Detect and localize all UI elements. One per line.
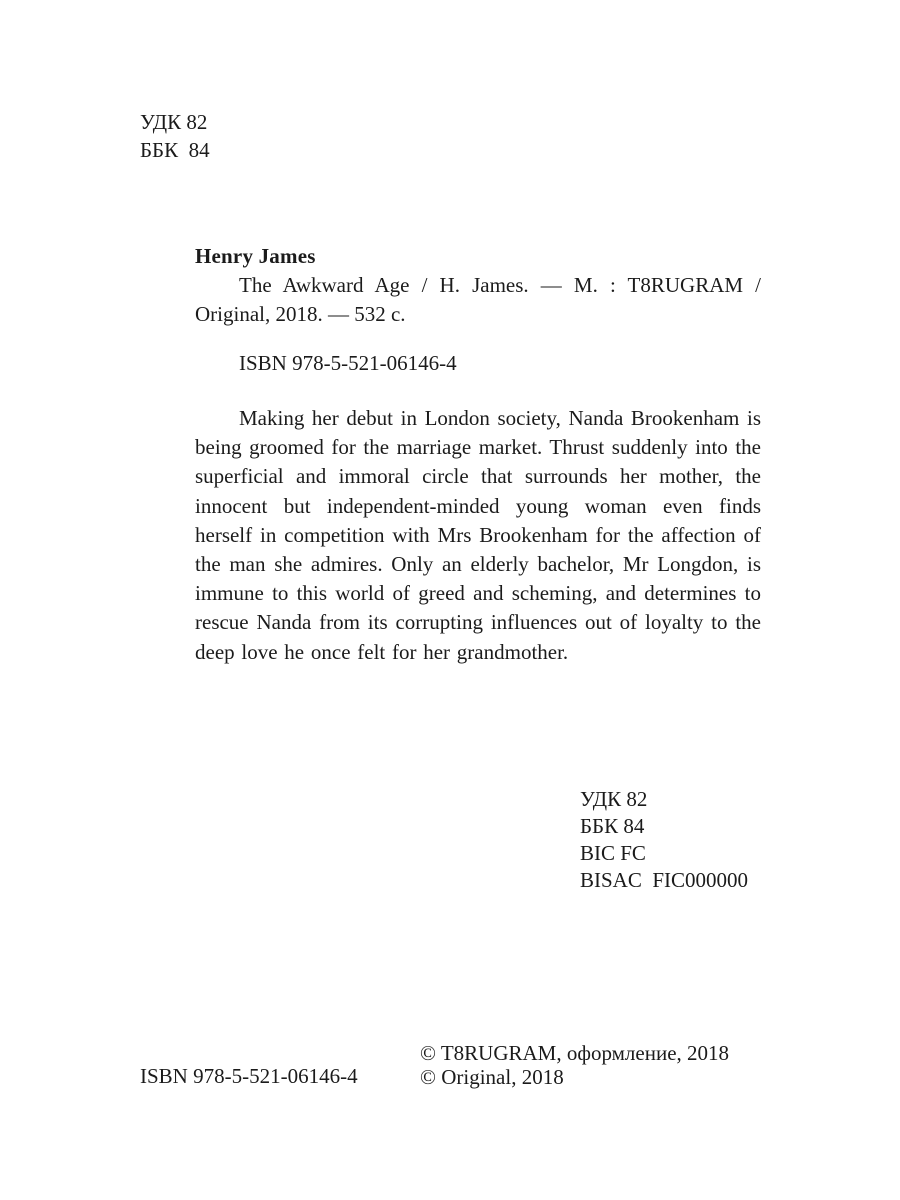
isbn-number: ISBN 978-5-521-06146-4: [239, 351, 457, 375]
udk-code-top: УДК 82: [140, 110, 208, 134]
classification-codes-block: [580, 786, 748, 894]
bisac-code: BISAC FIC000000: [580, 868, 749, 892]
annotation-text: Making her debut in London society, Nanda Brookenham is being groomed for the marriage market. Thrust suddenly into the superficial and immoral circle that surrounds her mother, the innocent but independent-minded young woman even finds herself in competition with Mrs Brookenham for the affection of the man she admires. Only an elderly bachelor, Mr Longdon, is immune to this world of greed and scheming, and determines to rescue Nanda from its corrupting influences out of loyalty to the deep love he once felt for her grandmother.: [195, 406, 761, 664]
bbk-code-top: ББК 84: [140, 138, 210, 162]
bbk-code-bottom: ББК 84: [580, 814, 645, 838]
top-classification-codes: [140, 108, 210, 164]
udk-code-bottom: УДК 82: [580, 787, 648, 811]
copyright-publisher: © T8RUGRAM, оформление, 2018: [420, 1041, 730, 1065]
bibliographic-entry: The Awkward Age / H. James. — M. : T8RUGRAM / Original, 2018. — 532 с.: [195, 273, 761, 326]
copyright-original: © Original, 2018: [420, 1065, 564, 1089]
author-name: Henry James: [195, 244, 316, 268]
copyright-block: [420, 1041, 729, 1089]
footer-isbn: ISBN 978-5-521-06146-4: [140, 1064, 358, 1088]
bic-code: BIC FC: [580, 841, 646, 865]
